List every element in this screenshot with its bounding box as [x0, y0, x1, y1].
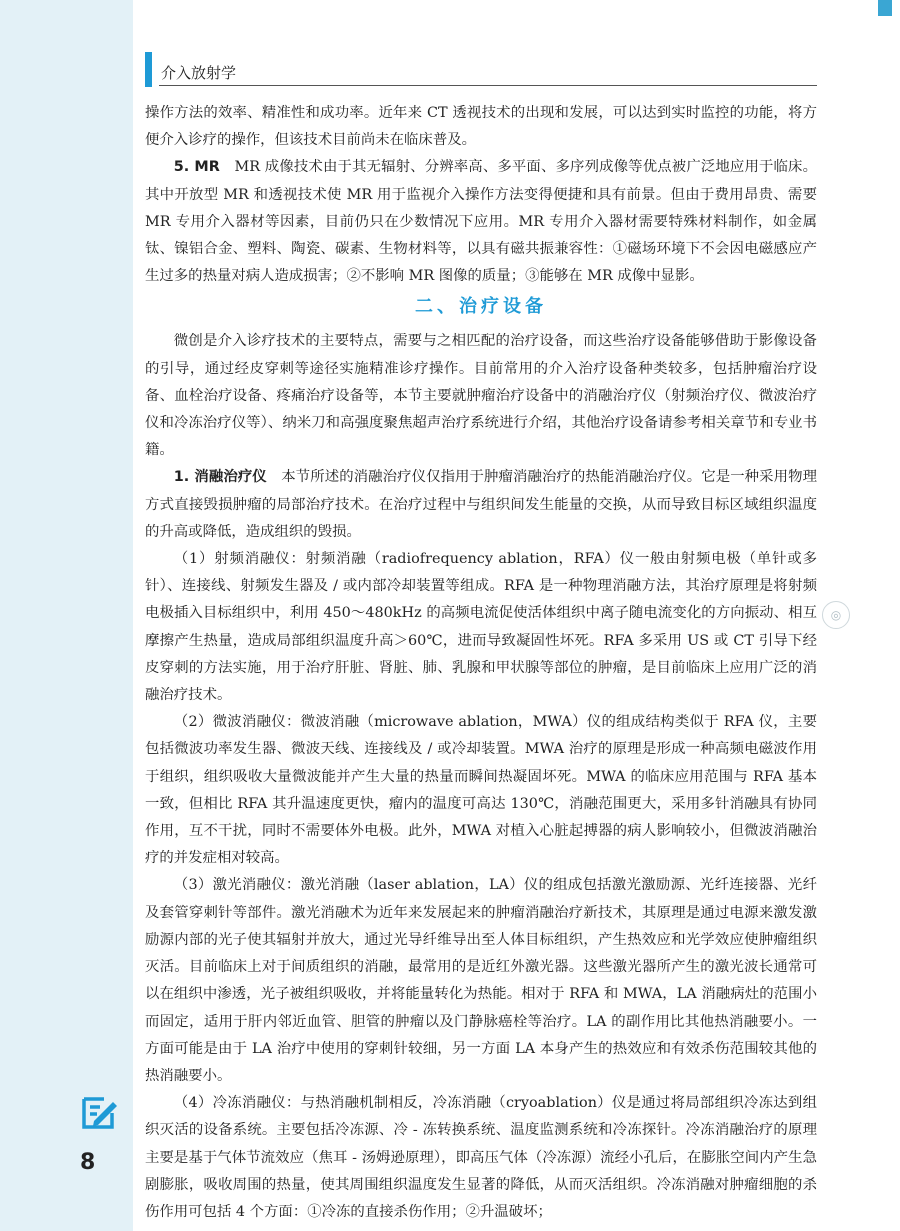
paragraph-text: （3）激光消融仪：激光消融（laser ablation，LA）仪的组成包括激光激励源、光纤连接器、光纤及套管穿刺针等部件。激光消融术为近年来发展起来的肿瘤消融治疗新技术，其原理是通过电源来激发激励源内部的光子使其辐射并放大，通过光导纤维导出至人体目标组织，产生热效应和光学效应使肿瘤组织灭活。目前临床上对于间质组织的消融，最常用的是近红外激光器。这些激光器所产生的激光波长通常可以在组织中渗透，光子被组织吸收，并将能量转化为热能。相对于 RFA 和 MWA，LA 消融病灶的范围小而固定，适用于肝内邻近血管、胆管的肿瘤以及门静脉癌栓等治疗。LA 的副作用比其他热消融要小。一方面可能是由于 LA 治疗中使用的穿刺针较细，另一方面 LA 本身产生的热效应和有效杀伤范围较其他的热消融要小。 — [145, 877, 817, 1084]
paragraph-text: MR 成像技术由于其无辐射、分辨率高、多平面、多序列成像等优点被广泛地应用于临床。其中开放型 MR 和透视技术使 MR 用于监视介入操作方法变得便捷和具有前景。但由于费用昂贵、需要 MR 专用介入器材等因素，目前仍只在少数情况下应用。MR 专用介入器材需要特殊材料制作，如金属钛、镍铝合金、塑料、陶瓷、碳素、生物材料等，以具有磁共振兼容性：①磁场环境下不会因电磁感应产生过多的热量对病人造成损害；②不影响 MR 图像的质量；③能够在 MR 成像中显影。 — [145, 159, 817, 285]
header-accent-bar — [145, 52, 152, 87]
body-paragraph — [145, 872, 817, 1090]
running-header — [145, 52, 817, 90]
paragraph-text: 微创是介入诊疗技术的主要特点，需要与之相匹配的治疗设备，而这些治疗设备能够借助于影像设备的引导，通过经皮穿刺等途径实施精准诊疗操作。目前常用的介入治疗设备种类较多，包括肿瘤治疗设备、血栓治疗设备、疼痛治疗设备等，本节主要就肿瘤治疗设备中的消融治疗仪（射频治疗仪、微波治疗仪和冷冻治疗仪等）、纳米刀和高强度聚焦超声治疗系统进行介绍，其他治疗设备请参考相关章节和专业书籍。 — [145, 333, 817, 459]
note-edit-icon — [80, 1093, 120, 1133]
paragraph-text: 本节所述的消融治疗仪仅指用于肿瘤消融治疗的热能消融治疗仪。它是一种采用物理方式直接毁损肿瘤的局部治疗技术。在治疗过程中与组织间发生能量的交换，从而导致目标区域组织温度的升高或降低，造成组织的毁损。 — [145, 469, 817, 540]
section-heading: 二、治疗设备 — [415, 296, 547, 318]
body-paragraph — [145, 464, 817, 546]
left-margin-band — [0, 0, 133, 1231]
paragraph-text: （1）射频消融仪：射频消融（radiofrequency ablation，RFA）仪一般由射频电极（单针或多针）、连接线、射频发生器及 / 或内部冷却装置等组成。RFA 是一种物理消融方法，其治疗原理是将射频电极插入目标组织中，利用 450～480kHz 的高频电流促使活体组织中离子随电流变化的方向振动、相互摩擦产生热量，造成局部组织温度升高＞60℃，进而导致凝固性坏死。RFA 多采用 US 或 CT 引导下经皮穿刺的方法实施，用于治疗肝脏、肾脏、肺、乳腺和甲状腺等部位的肿瘤，是目前临床上应用广泛的消融治疗技术。 — [145, 551, 817, 704]
body-paragraph — [145, 328, 817, 464]
body-paragraph — [145, 709, 817, 872]
paragraph-text: （2）微波消融仪：微波消融（microwave ablation，MWA）仪的组成结构类似于 RFA 仪，主要包括微波功率发生器、微波天线、连接线及 / 或冷却装置。MWA 治疗的原理是形成一种高频电磁波作用于组织，组织吸收大量微波能并产生大量的热量而瞬间热凝固坏死。MWA 的临床应用范围与 RFA 基本一致，但相比 RFA 其升温速度更快，瘤内的温度可高达 130℃，消融范围更大，采用多针消融具有协同作用，互不干扰，同时不需要体外电极。此外，MWA 对植入心脏起搏器的病人影响较小，但微波消融治疗的并发症相对较高。 — [145, 714, 817, 867]
body-paragraph — [145, 1090, 817, 1226]
page-number: 8 — [80, 1150, 96, 1175]
body-paragraph — [145, 100, 817, 154]
page-body — [145, 100, 817, 1226]
edge-circle-mark: ◎ — [822, 601, 850, 629]
run-in-heading: 5. MR — [173, 159, 220, 176]
run-in-heading: 1. 消融治疗仪 — [173, 469, 267, 486]
body-paragraph — [145, 546, 817, 709]
paragraph-text: 操作方法的效率、精准性和成功率。近年来 CT 透视技术的出现和发展，可以达到实时监控的功能，将方便介入诊疗的操作，但该技术目前尚未在临床普及。 — [145, 105, 817, 149]
chapter-title: 介入放射学 — [161, 64, 237, 82]
paragraph-text: （4）冷冻消融仪：与热消融机制相反，冷冻消融（cryoablation）仪是通过将局部组织冷冻达到组织灭活的设备系统。主要包括冷冻源、冷 - 冻转换系统、温度监测系统和冷冻探针。冷冻消融治疗的原理主要是基于气体节流效应（焦耳 - 汤姆逊原理），即高压气体（冷冻源）流经小孔后，在膨胀空间内产生急剧膨胀，吸收周围的热量，使其周围组织温度发生显著的降低，从而灭活组织。冷冻消融对肿瘤细胞的杀伤作用可包括 4 个方面：①冷冻的直接杀伤作用；②升温破坏； — [145, 1095, 817, 1220]
body-paragraph — [145, 154, 817, 290]
corner-tab-mark — [878, 0, 892, 16]
header-rule — [159, 85, 817, 86]
